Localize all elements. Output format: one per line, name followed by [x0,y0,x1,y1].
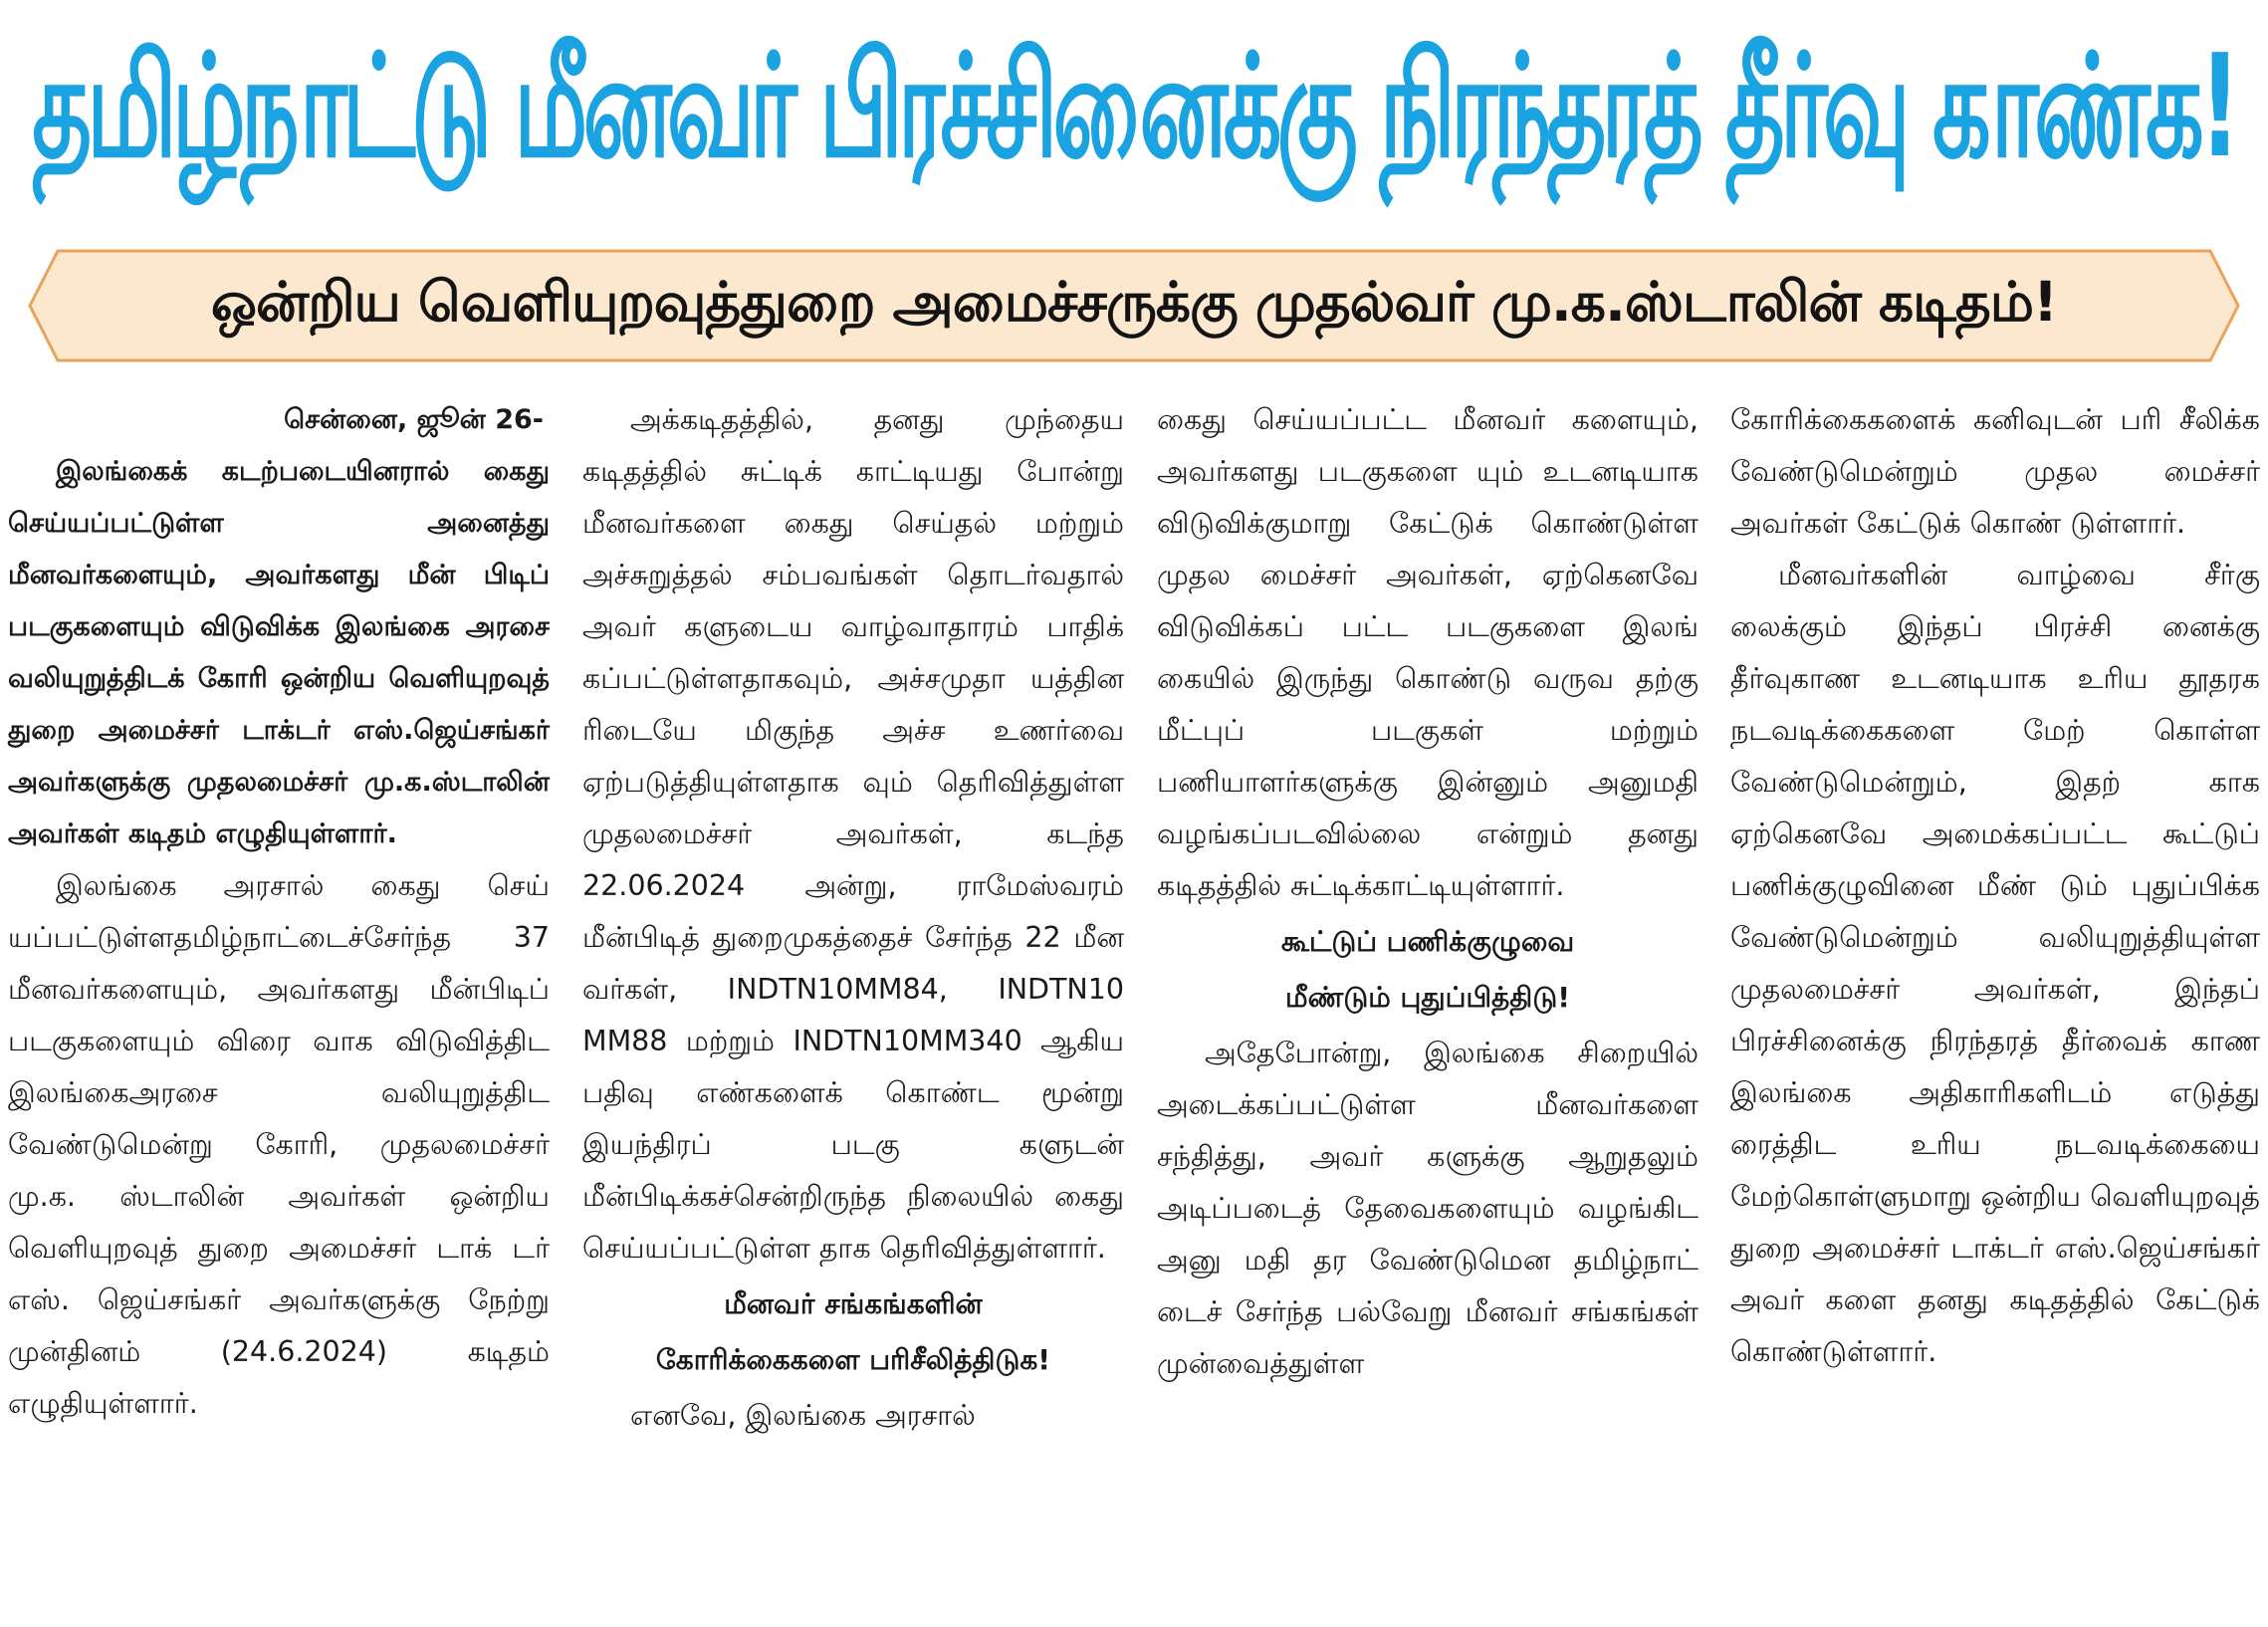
article-column-3 [1157,394,1699,1390]
paragraph: மீனவர்களின் வாழ்வை சீர்கு லைக்கும் இந்தப் பிரச்சி னைக்கு தீர்வுகாண உடனடியாக உரிய தூதரக நடவடிக்கைகளை மேற் கொள்ள வேண்டுமென்றும், இதற் காக ஏற்கெனவே அமைக்கப்பட்ட கூட்டுப் பணிக்குழுவினை மீண் டும் புதுப்பிக்க வேண்டுமென்றும் வலியுறுத்தியுள்ள முதலமைச்சர் அவர்கள், இந்தப் பிரச்சினைக்கு நிரந்தரத் தீர்வைக் காண இலங்கை அதிகாரிகளிடம் எடுத்து ரைத்திட உரிய நடவடிக்கையை மேற்கொள்ளுமாறு ஒன்றிய வெளியுறவுத் துறை அமைச்சர் டாக்டர் எஸ்.ஜெய்சங்கர் அவர் களை தனது கடிதத்தில் கேட்டுக் கொண்டுள்ளார். [1730,559,2260,1368]
lead-paragraph: இலங்கைக் கடற்படையினரால் கைது செய்யப்பட்டுள்ள அனைத்து மீனவர்களையும், அவர்களது மீன் பிடிப் படகுகளையும் விடுவிக்க இலங்கை அரசை வலியுறுத்திடக் கோரி ஒன்றிய வெளியுறவுத் துறை அமைச்சர் டாக்டர் எஸ்.ஜெய்சங்கர் அவர்களுக்கு முதலமைச்சர் மு.க.ஸ்டாலின் அவர்கள் கடிதம் எழுதியுள்ளார். [8,456,550,849]
paragraph: இலங்கை அரசால் கைது செய் யப்பட்டுள்ளதமிழ்நாட்டைச்சேர்ந்த 37 மீனவர்களையும், அவர்களது மீன்பிடிப் படகுகளையும் விரை வாக விடுவித்திட இலங்கைஅரசை வலியுறுத்திட வேண்டுமென்று கோரி, முதலமைச்சர் மு.க. ஸ்டாலின் அவர்கள் ஒன்றிய வெளியுறவுத் துறை அமைச்சர் டாக் டர் எஸ். ஜெய்சங்கர் அவர்களுக்கு நேற்று முன்தினம் (24.6.2024) கடிதம் எழுதியுள்ளார். [8,869,550,1420]
paragraph: அக்கடிதத்தில், தனது முந்தைய கடிதத்தில் சுட்டிக் காட்டியது போன்று மீனவர்களை கைது செய்தல் மற்றும் அச்சுறுத்தல் சம்பவங்கள் தொடர்வதால் அவர் களுடைய வாழ்வாதாரம் பாதிக் கப்பட்டுள்ளதாகவும், அச்சமுதா யத்தின ரிடையே மிகுந்த அச்ச உணர்வை ஏற்படுத்தியுள்ளதாக வும் தெரிவித்துள்ள முதலமைச்சர் அவர்கள், கடந்த 22.06.2024 அன்று, ராமேஸ்வரம் மீன்பிடித் துறைமுகத்தைச் சேர்ந்த 22 மீன வர்கள், INDTN10MM84, INDTN10 MM88 மற்றும் INDTN10MM340 ஆகிய பதிவு எண்களைக் கொண்ட மூன்று இயந்திரப் படகு களுடன் மீன்பிடிக்கச்சென்றிருந்த நிலையில் கைது செய்யப்பட்டுள்ள தாக தெரிவித்துள்ளார். [582,403,1124,1265]
paragraph: கைது செய்யப்பட்ட மீனவர் களையும், அவர்களது படகுகளை யும் உடனடியாக விடுவிக்குமாறு கேட்டுக் கொண்டுள்ள முதல மைச்சர் அவர்கள், ஏற்கெனவே விடுவிக்கப் பட்ட படகுகளை இலங் கையில் இருந்து கொண்டு வருவ தற்கு மீட்புப் படகுகள் மற்றும் பணியாளர்களுக்கு இன்னும் அனுமதி வழங்கப்படவில்லை என்றும் தனது கடிதத்தில் சுட்டிக்காட்டியுள்ளார். [1157,403,1699,902]
paragraph: கோரிக்கைகளைக் கனிவுடன் பரி சீலிக்க வேண்டுமென்றும் முதல மைச்சர் அவர்கள் கேட்டுக் கொண் டுள்ளார். [1730,403,2260,540]
paragraph: அதேபோன்று, இலங்கை சிறையில் அடைக்கப்பட்டுள்ள மீனவர்களை சந்தித்து, அவர் களுக்கு ஆறுதலும் அடிப்படைத் தேவைகளையும் வழங்கிட அனு மதி தர வேண்டுமென தமிழ்நாட் டைச் சேர்ந்த பல்வேறு மீனவர் சங்கங்கள் முன்வைத்துள்ள [1157,1037,1699,1380]
section-subtitle: மீண்டும் புதுப்பித்திடு! [1285,981,1570,1014]
section-subtitle: கூட்டுப் பணிக்குழுவை [1280,925,1575,958]
article-column-4 [1730,394,2260,1378]
section-subtitle: கோரிக்கைகளை பரிசீலித்திடுக! [655,1343,1051,1376]
article-column-1 [8,394,550,1430]
paragraph: எனவே, இலங்கை அரசால் [630,1399,976,1432]
subheadline-banner [28,249,2240,362]
section-subtitle: மீனவர் சங்கங்களின் [724,1287,983,1320]
subheadline: ஒன்றிய வெளியுறவுத்துறை அமைச்சருக்கு முதல்வர் மு.க.ஸ்டாலின் கடிதம்! [210,270,2058,334]
headline: தமிழ்நாட்டு மீனவர் பிரச்சினைக்கு நிரந்தரத் தீர்வு காண்க! [32,24,2236,190]
article-column-2 [582,394,1124,1442]
dateline: சென்னை, ஜூன் 26- [284,404,544,435]
article-body [0,394,2268,1615]
headline-container [0,8,2268,207]
